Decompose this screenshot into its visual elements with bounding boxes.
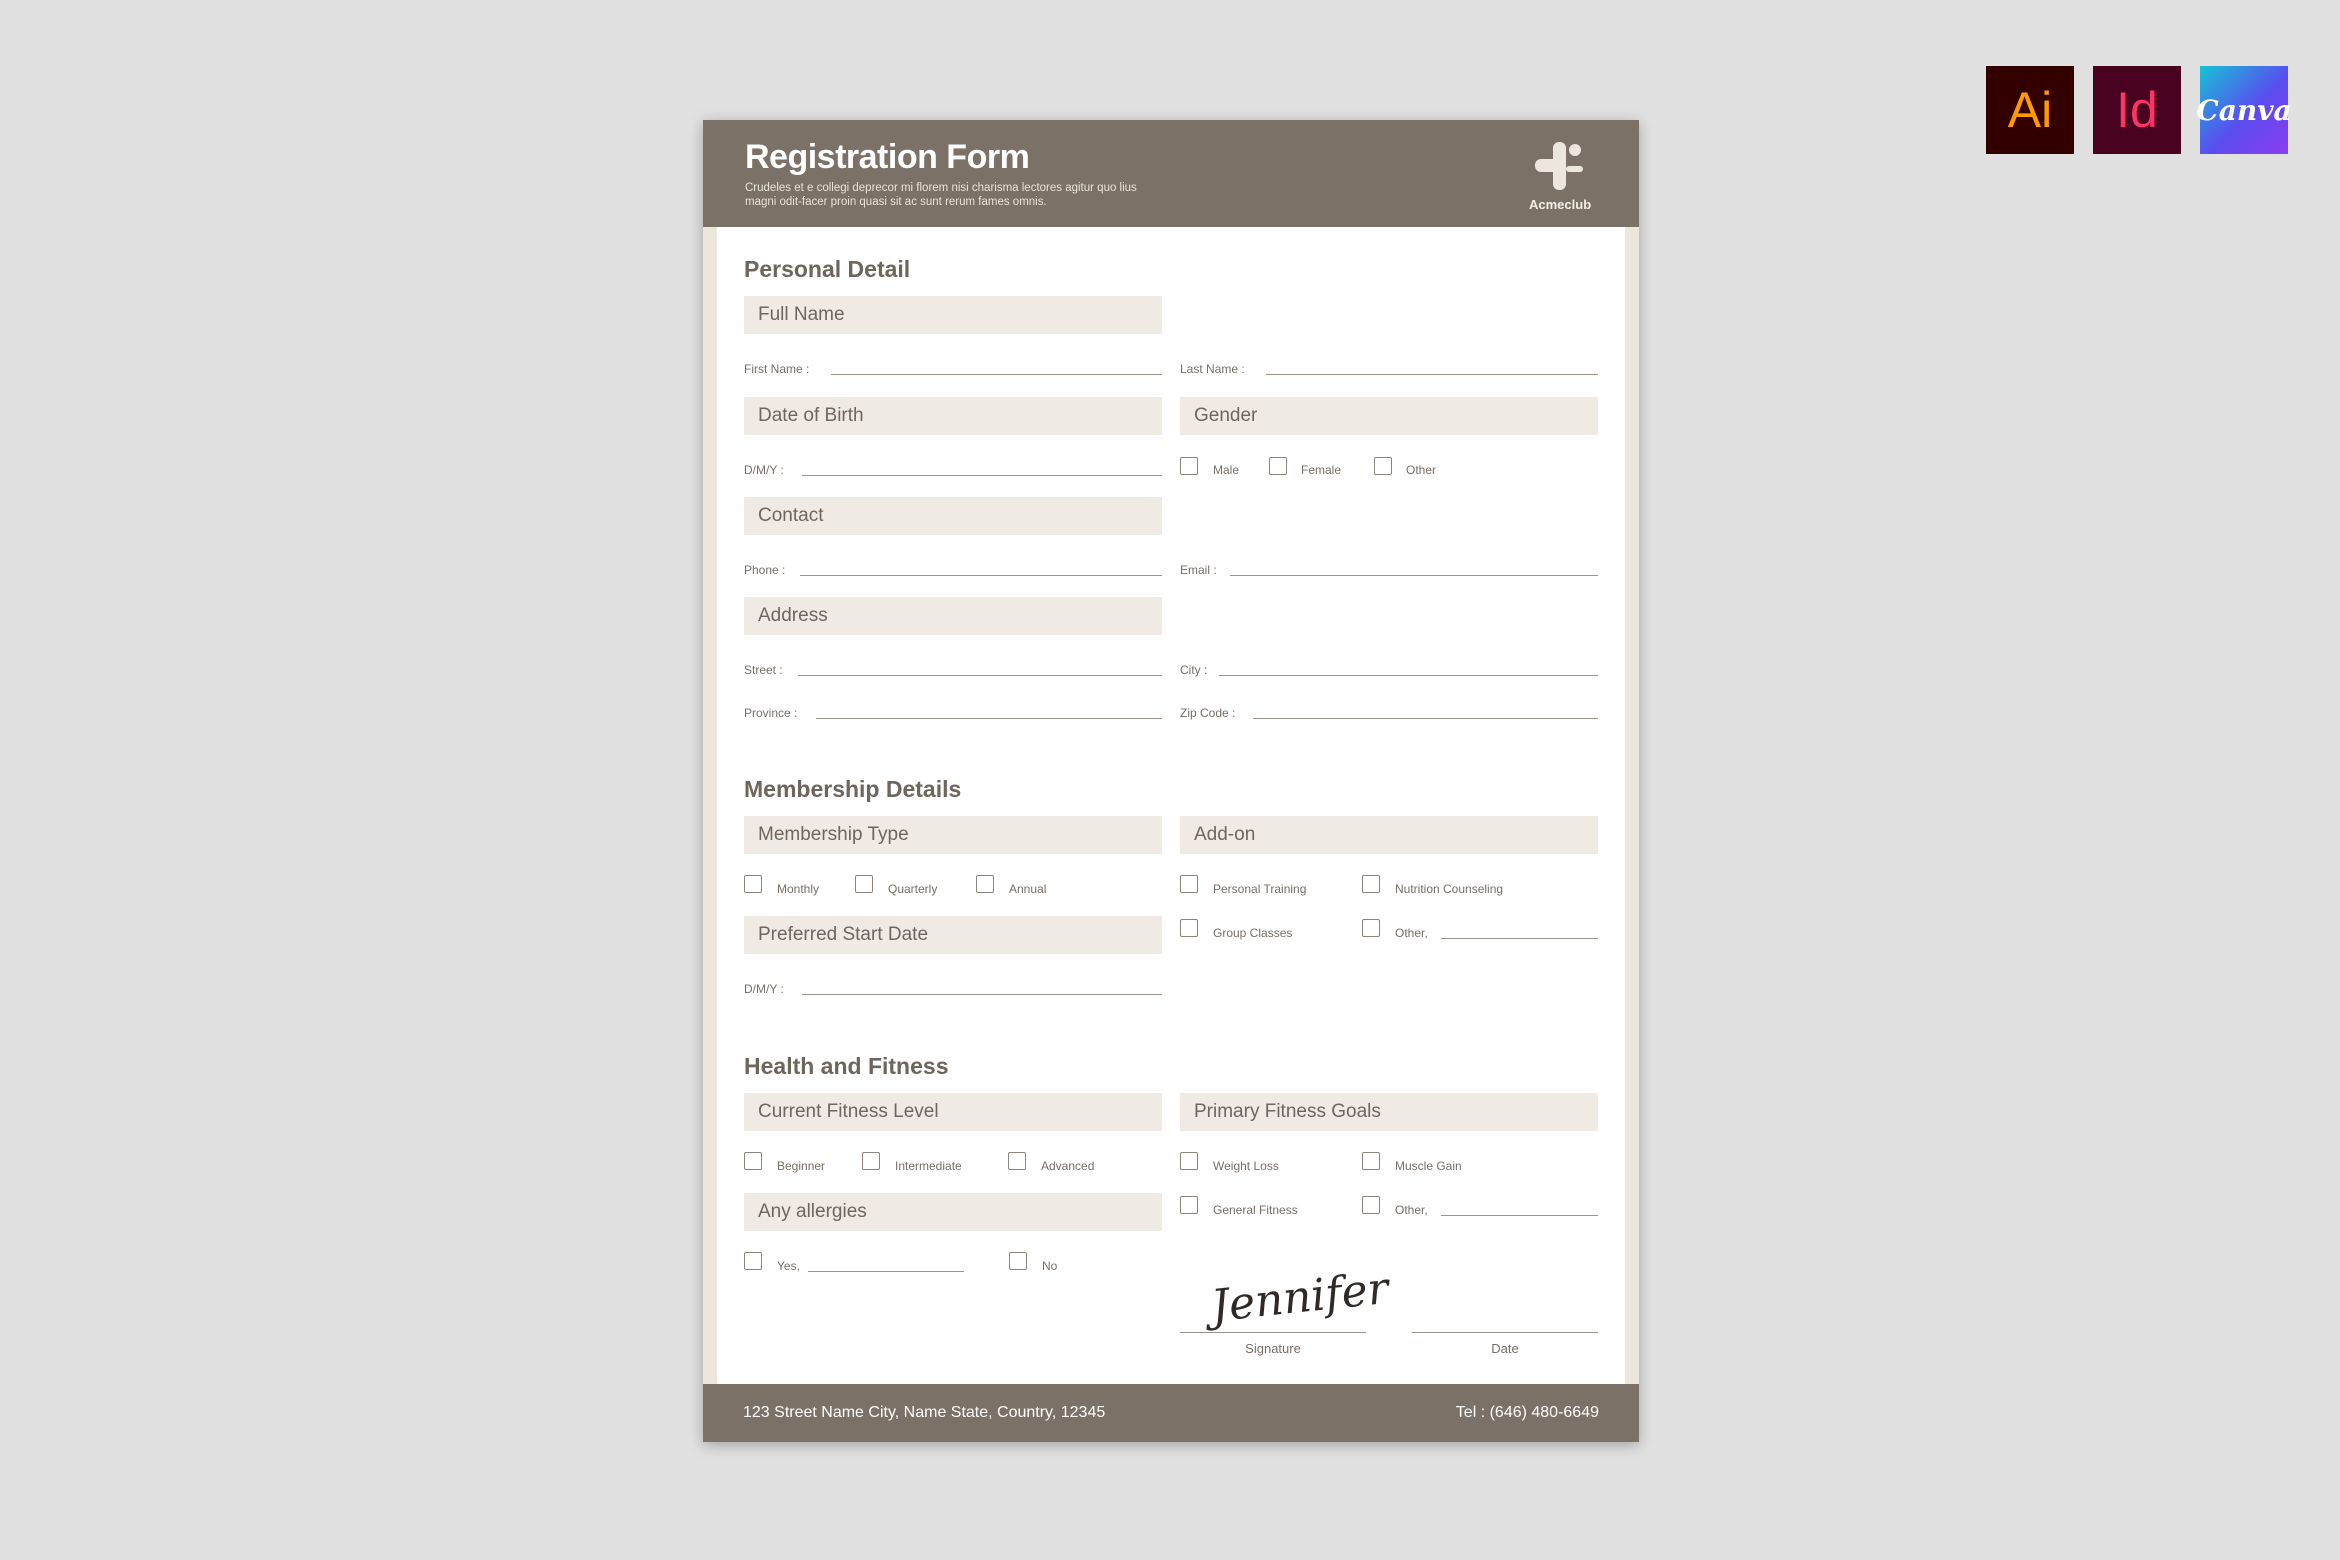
goals-other-label: Other, xyxy=(1395,1203,1428,1217)
personal-training-label: Personal Training xyxy=(1213,882,1307,896)
zip-code-field[interactable] xyxy=(1253,718,1598,719)
allergies-yes-checkbox[interactable] xyxy=(744,1252,762,1270)
form-footer xyxy=(703,1384,1639,1442)
membership-title: Membership Details xyxy=(744,776,962,802)
quarterly-label: Quarterly xyxy=(888,882,938,896)
advanced-label: Advanced xyxy=(1041,1159,1095,1173)
quarterly-checkbox[interactable] xyxy=(855,875,873,893)
dob-dmy-label: D/M/Y : xyxy=(744,463,784,477)
date-of-birth-bar: Date of Birth xyxy=(744,397,1162,435)
start-dmy-label: D/M/Y : xyxy=(744,982,784,996)
full-name-bar: Full Name xyxy=(744,296,1162,334)
city-field[interactable] xyxy=(1219,675,1598,676)
footer-address: 123 Street Name City, Name State, Country, 12345 xyxy=(743,1404,1106,1421)
canva-icon: Canva xyxy=(2200,66,2288,154)
other-gender-label: Other xyxy=(1406,463,1437,477)
form-header xyxy=(703,120,1639,227)
group-classes-label: Group Classes xyxy=(1213,926,1293,940)
footer-telephone: Tel : (646) 480-6649 xyxy=(1455,1404,1599,1421)
female-checkbox[interactable] xyxy=(1269,457,1287,475)
dob-field[interactable] xyxy=(802,475,1162,476)
form-description: Crudeles et e collegi deprecor mi florem nisi charisma lectores agitur quo lius magni odit-facer proin quasi sit ac sunt rerum fames omnis. xyxy=(745,182,1137,208)
advanced-checkbox[interactable] xyxy=(1008,1152,1026,1170)
form-title: Registration Form xyxy=(745,138,1030,176)
date-field[interactable] xyxy=(1412,1332,1598,1333)
signature-field[interactable] xyxy=(1180,1332,1366,1333)
annual-checkbox[interactable] xyxy=(976,875,994,893)
goals-other-field[interactable] xyxy=(1441,1215,1598,1216)
preferred-start-date-bar: Preferred Start Date xyxy=(744,916,1162,954)
first-name-field[interactable] xyxy=(831,374,1162,375)
allergies-yes-label: Yes, xyxy=(777,1259,800,1273)
last-name-field[interactable] xyxy=(1266,374,1598,375)
registration-form-page xyxy=(703,120,1639,1442)
weight-loss-label: Weight Loss xyxy=(1213,1159,1279,1173)
first-name-label: First Name : xyxy=(744,362,810,376)
date-caption: Date xyxy=(1491,1341,1519,1356)
weight-loss-checkbox[interactable] xyxy=(1180,1152,1198,1170)
indesign-icon: Id xyxy=(2093,66,2181,154)
personal-training-checkbox[interactable] xyxy=(1180,875,1198,893)
allergies-no-checkbox[interactable] xyxy=(1009,1252,1027,1270)
addon-other-field[interactable] xyxy=(1441,938,1598,939)
start-date-field[interactable] xyxy=(802,994,1162,995)
street-label: Street : xyxy=(744,663,783,677)
intermediate-label: Intermediate xyxy=(895,1159,962,1173)
address-bar: Address xyxy=(744,597,1162,635)
contact-bar: Contact xyxy=(744,497,1162,535)
goals-other-checkbox[interactable] xyxy=(1362,1196,1380,1214)
addon-other-label: Other, xyxy=(1395,926,1428,940)
male-checkbox[interactable] xyxy=(1180,457,1198,475)
health-fitness-title: Health and Fitness xyxy=(744,1053,949,1079)
allergies-detail-field[interactable] xyxy=(808,1271,964,1272)
nutrition-counseling-label: Nutrition Counseling xyxy=(1395,882,1504,896)
group-classes-checkbox[interactable] xyxy=(1180,919,1198,937)
general-fitness-checkbox[interactable] xyxy=(1180,1196,1198,1214)
add-on-bar: Add-on xyxy=(1180,816,1598,854)
brand-name: Acmeclub xyxy=(1529,197,1592,212)
city-label: City : xyxy=(1180,663,1208,677)
phone-label: Phone : xyxy=(744,563,786,577)
gender-bar: Gender xyxy=(1180,397,1598,435)
monthly-label: Monthly xyxy=(777,882,820,896)
signature-caption: Signature xyxy=(1245,1341,1301,1356)
monthly-checkbox[interactable] xyxy=(744,875,762,893)
last-name-label: Last Name : xyxy=(1180,362,1245,376)
muscle-gain-label: Muscle Gain xyxy=(1395,1159,1462,1173)
email-label: Email : xyxy=(1180,563,1217,577)
email-field[interactable] xyxy=(1230,575,1598,576)
fitness-level-bar: Current Fitness Level xyxy=(744,1093,1162,1131)
male-label: Male xyxy=(1213,463,1240,477)
general-fitness-label: General Fitness xyxy=(1213,1203,1298,1217)
app-icons xyxy=(1986,66,2292,154)
brand-logo xyxy=(1529,140,1592,212)
personal-detail-title: Personal Detail xyxy=(744,256,911,282)
muscle-gain-checkbox[interactable] xyxy=(1362,1152,1380,1170)
addon-other-checkbox[interactable] xyxy=(1362,919,1380,937)
province-field[interactable] xyxy=(816,718,1162,719)
nutrition-counseling-checkbox[interactable] xyxy=(1362,875,1380,893)
intermediate-checkbox[interactable] xyxy=(862,1152,880,1170)
signature-image: Jennifer xyxy=(1208,1262,1391,1333)
other-gender-checkbox[interactable] xyxy=(1374,457,1392,475)
province-label: Province : xyxy=(744,706,798,720)
phone-field[interactable] xyxy=(800,575,1162,576)
membership-type-bar: Membership Type xyxy=(744,816,1162,854)
fitness-goals-bar: Primary Fitness Goals xyxy=(1180,1093,1598,1131)
beginner-checkbox[interactable] xyxy=(744,1152,762,1170)
allergies-bar: Any allergies xyxy=(744,1193,1162,1231)
plus-cross-icon xyxy=(1533,140,1585,192)
annual-label: Annual xyxy=(1009,882,1047,896)
allergies-no-label: No xyxy=(1042,1259,1058,1273)
female-label: Female xyxy=(1301,463,1342,477)
street-field[interactable] xyxy=(798,675,1162,676)
beginner-label: Beginner xyxy=(777,1159,826,1173)
illustrator-icon: Ai xyxy=(1986,66,2074,154)
zip-code-label: Zip Code : xyxy=(1180,706,1236,720)
